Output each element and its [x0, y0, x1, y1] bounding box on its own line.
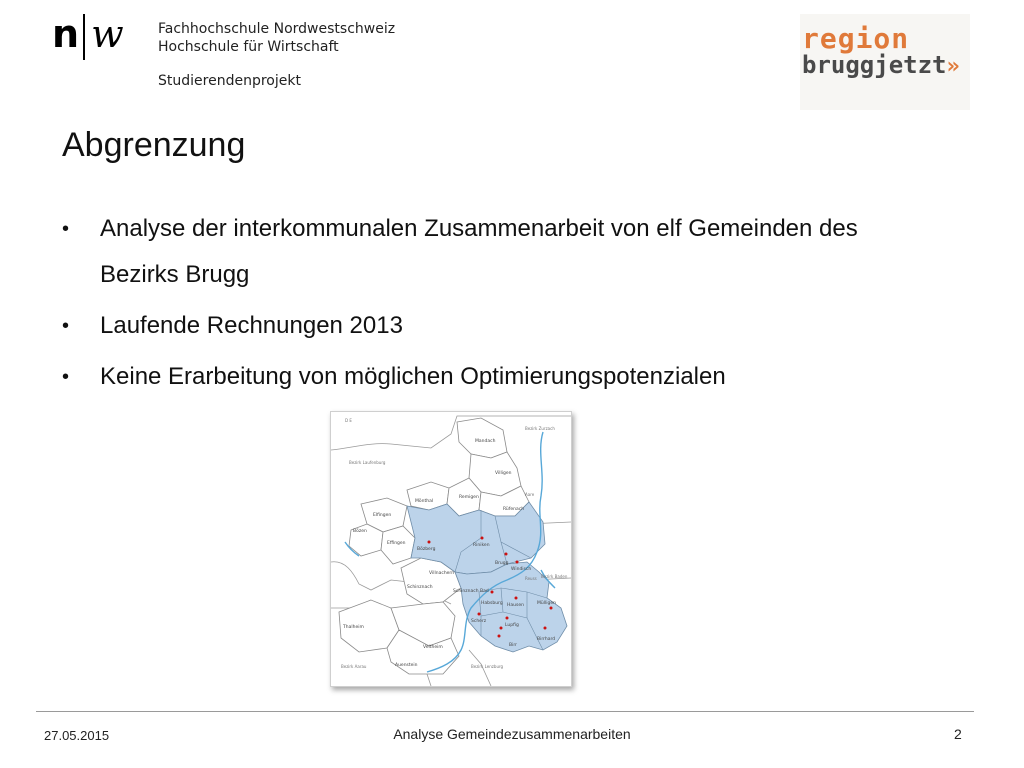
- map-label-villnachern: Villnachern: [429, 571, 455, 576]
- map-label-scherz: Scherz: [471, 619, 487, 624]
- bullet-text: Analyse der interkommunalen Zusammenarbeit von elf Gemeinden des Bezirks Brugg: [100, 215, 858, 288]
- map-label-thalheim: Thalheim: [343, 625, 364, 630]
- fhnw-logo-divider: [83, 14, 85, 60]
- institution-line-2: Hochschule für Wirtschaft: [158, 39, 339, 55]
- map-label-boezen: Bözen: [353, 529, 367, 534]
- slide-title: Abgrenzung: [62, 126, 246, 164]
- fhnw-logo: [52, 14, 124, 64]
- map-label-muelligen: Mülligen: [537, 601, 556, 606]
- map-label-auenstein: Auenstein: [395, 663, 418, 668]
- map-label-district-aarau: Bezirk Aarau: [341, 664, 367, 669]
- bullet-item: [62, 206, 942, 298]
- map-label-hausen: Hausen: [507, 603, 524, 608]
- map-label-veltheim: Veltheim: [423, 645, 443, 650]
- partner-logo-top: region: [802, 22, 910, 55]
- map-label-aare: Aare: [525, 492, 535, 497]
- bullet-text: Laufende Rechnungen 2013: [100, 312, 403, 339]
- map-label-schinznach-bad: Schinznach Bad: [453, 589, 489, 594]
- district-map: [330, 411, 572, 687]
- bullet-dot: •: [62, 218, 70, 240]
- bullet-text: Keine Erarbeitung von möglichen Optimierungspotenzialen: [100, 363, 726, 390]
- district-map-svg: [331, 412, 571, 686]
- map-label-mandach: Mandach: [475, 439, 496, 444]
- page-number: 2: [954, 726, 962, 742]
- map-label-ruefenach: Rüfenach: [503, 507, 525, 512]
- map-label-district-laufenburg: Bezirk Laufenburg: [349, 460, 386, 465]
- footer-divider: [36, 711, 974, 712]
- institution-name: [158, 20, 395, 56]
- map-label-lupfig: Lupfig: [505, 623, 519, 628]
- partner-logo: [800, 14, 970, 110]
- map-label-moenthal: Mönthal: [415, 499, 434, 504]
- map-label-reuss: Reuss: [525, 576, 537, 581]
- fhnw-logo-w: w: [91, 12, 124, 56]
- map-label-riniken: Riniken: [473, 543, 490, 548]
- map-label-birrhard: Birrhard: [537, 637, 556, 642]
- map-label-country: D E: [345, 418, 352, 423]
- partner-logo-arrows: »: [946, 54, 960, 79]
- map-label-villigen: Villigen: [495, 471, 512, 476]
- footer-date: 27.05.2015: [44, 728, 110, 743]
- fhnw-logo-n: n: [52, 12, 79, 56]
- bullet-item: [62, 354, 942, 400]
- map-label-elfingen: Elfingen: [373, 513, 392, 518]
- bullet-dot: •: [62, 315, 70, 337]
- map-label-habsburg: Habsburg: [481, 601, 503, 606]
- partner-logo-bottom: [802, 50, 960, 82]
- project-label: Studierendenprojekt: [158, 73, 301, 89]
- map-label-remigen: Remigen: [459, 495, 479, 500]
- map-label-brugg: Brugg: [495, 561, 509, 566]
- partner-logo-bottom-text: bruggjetzt: [802, 51, 947, 79]
- bullet-dot: •: [62, 366, 70, 388]
- map-label-effingen: Effingen: [387, 541, 406, 546]
- map-label-schinznach-dorf: Schinznach: [407, 585, 433, 590]
- map-label-birr: Birr: [509, 643, 517, 648]
- footer-title: Analyse Gemeindezusammenarbeiten: [393, 726, 631, 742]
- institution-line-1: Fachhochschule Nordwestschweiz: [158, 21, 396, 37]
- map-label-district-zurzach: Bezirk Zurzach: [525, 426, 555, 431]
- map-label-district-baden: Bezirk Baden: [541, 574, 568, 579]
- map-label-bozberg: Bözberg: [417, 547, 436, 552]
- map-label-windisch: Windisch: [511, 567, 532, 572]
- map-label-district-lenzburg: Bezirk Lenzburg: [471, 664, 504, 669]
- bullet-item: [62, 303, 942, 349]
- bullet-list: [62, 206, 942, 400]
